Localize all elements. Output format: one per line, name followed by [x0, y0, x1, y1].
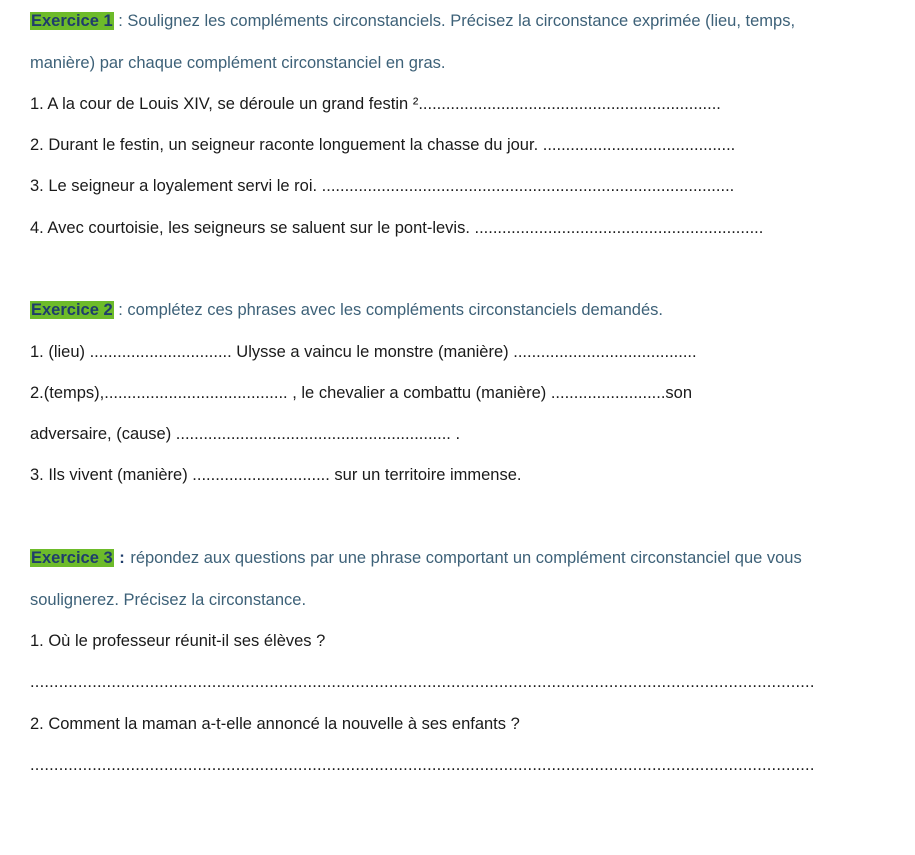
exercise-3-colon: :	[114, 549, 125, 567]
exercise-2-item-2-continued: adversaire, (cause) ............................................................ .	[30, 425, 461, 443]
exercise-3-instruction-line1: répondez aux questions par une phrase comportant un complément circonstanciel que vous	[125, 549, 802, 567]
exercise-3-question-2: 2. Comment la maman a-t-elle annoncé la nouvelle à ses enfants ?	[30, 715, 520, 733]
exercise-2-instruction: : complétez ces phrases avec les compléments circonstanciels demandés.	[113, 301, 663, 319]
exercise-1-item-4: 4. Avec courtoisie, les seigneurs se saluent sur le pont-levis. ...............................................................	[30, 219, 764, 237]
exercise-1-instruction-line2: manière) par chaque complément circonstanciel en gras.	[30, 54, 446, 72]
exercise-2-item-3: 3. Ils vivent (manière) .............................. sur un territoire immense.	[30, 466, 522, 484]
exercise-3-badge: Exercice 3	[31, 549, 113, 567]
exercise-2-item-2: 2.(temps),........................................ , le chevalier a combattu (manière) .........................son	[30, 384, 693, 402]
exercise-2-badge: Exercice 2	[31, 301, 113, 319]
exercise-3-heading	[30, 548, 802, 568]
exercise-3-instruction-line2: soulignerez. Précisez la circonstance.	[30, 591, 307, 609]
exercise-1-badge: Exercice 1	[31, 12, 113, 30]
exercise-2-heading	[30, 300, 663, 320]
exercise-1-item-1: 1. A la cour de Louis XIV, se déroule un grand festin ²..................................................................	[30, 95, 721, 113]
exercise-1-item-2: 2. Durant le festin, un seigneur raconte longuement la chasse du jour. ..........................................	[30, 136, 736, 154]
exercise-2-item-1: 1. (lieu) ............................... Ulysse a vaincu le monstre (manière) ........................................	[30, 343, 697, 361]
exercise-1-heading	[30, 11, 795, 31]
exercise-3-answer-line-1[interactable]: ....................................................................................................................................................................	[30, 673, 815, 691]
exercise-3-answer-line-2[interactable]: ....................................................................................................................................................................	[30, 756, 815, 774]
exercise-3-question-1: 1. Où le professeur réunit-il ses élèves ?	[30, 632, 326, 650]
exercise-1-instruction-line1: : Soulignez les compléments circonstanciels. Précisez la circonstance exprimée (lieu, temps,	[113, 12, 796, 30]
exercise-1-item-3: 3. Le seigneur a loyalement servi le roi. ..........................................................................................	[30, 177, 735, 195]
